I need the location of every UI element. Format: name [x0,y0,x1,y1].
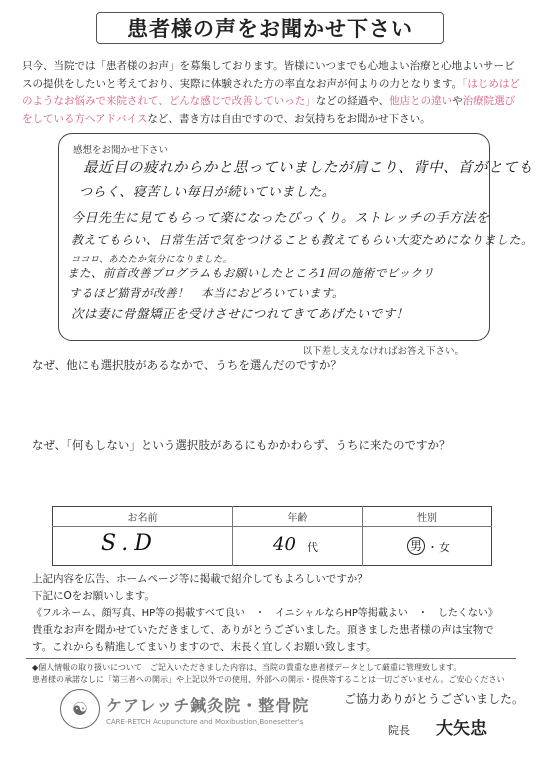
handwritten-line: つらく、寝苦しい毎日が続いていました。 [79,185,336,200]
age-value: 40 [273,534,296,556]
director-label: 院長 [388,724,410,737]
page-title [96,12,444,44]
name-value: S.D [101,531,158,557]
thanks-message: ご協力ありがとうございました。 [344,692,525,706]
intro-paragraph [22,58,522,128]
consent-line-2: 下記にOをお願いします。 [32,590,155,602]
handwritten-line: するほど猫背が改善！ 本当におどろいています。 [69,286,345,300]
patient-info-table [52,506,492,566]
intro-text-3: や [452,95,463,107]
intro-highlight-1: 「はじめはどのようなお悩みで来院されて、どんな感じで改善していった」 [22,77,520,107]
page-title-text: 患者様の声をお聞かせ下さい [127,17,413,41]
privacy-line-2: 患者様の承諾なしに「第三者への開示」や上記以外での使用、外部への開示・提供等することは一切ございません。ご安心ください [32,675,505,684]
age-cell[interactable] [233,527,363,566]
clinic-subtitle: CARE-RETCH Acupuncture and Moxibustion,Bonesetter's [106,717,304,726]
clinic-logo [60,689,309,729]
handwritten-line: また、前首改善プログラムもお願いしたところ1回の施術でビックリ [67,266,435,280]
impressions-card [58,133,534,341]
intro-highlight-3: 治療院選びをしている方へアドバイス [22,95,516,125]
clinic-name: ケアレッチ鍼灸院・整骨院 [106,695,310,715]
impressions-label: 感想をお聞かせ下さい [73,145,169,156]
age-unit: 代 [307,541,318,555]
intro-text-1: 只今、当院では「患者様のお声」を募集しております。皆様にいつまでも心地よい治療と心地よいサービスの提供をしたいと考えており、実際に体験された方の率直なお声が何よりの力となります。 [22,60,515,90]
gender-header: 性別 [363,507,492,527]
intro-text-2: などの経過や、 [315,95,390,107]
consent-thanks: 貴重なお声を聞かせていただきまして、ありがとうございました。頂きました患者様の声は宝物です。これからも精進してまいりますので、末長く宜しくお願い致します。 [32,624,494,653]
optional-note: 以下差し支えなければお答え下さい。 [302,346,464,357]
gender-male-circled: 男 [407,537,425,555]
handwritten-line: ココロ、あたたか気分になりました。 [71,255,233,265]
name-cell[interactable] [53,527,233,566]
director-name: 大矢忠 [436,719,487,739]
question-why-choose-us: なぜ、他にも選択肢があるなかで、うちを選んだのですか？ [32,358,342,372]
intro-highlight-2: 他店との違い [389,95,453,107]
consent-options[interactable]: 《フルネーム、顔写真、HP等の掲載すべて良い ・ イニシャルならHP等掲載よい ・ したくない》 [32,608,498,619]
privacy-line-1: ◆個人情報の取り扱いについて ご記入いただきました内容は、当院の貴重な患者様データとして厳重に管理致します。 [32,663,462,672]
intro-text-4: など、書き方は自由ですので、お気持ちをお聞かせ下さい。 [147,112,431,125]
clinic-logo-icon: ☯ [60,689,100,729]
handwritten-line: 教えてもらい、日常生活で気をつけることも教えてもらい大変ためになりました。 [71,233,534,247]
gender-cell[interactable] [363,527,492,566]
question-why-come: なぜ、「何もしない」という選択肢があるにもかかわらず、うちに来たのですか？ [32,438,451,452]
gender-separator: ・ [427,541,438,555]
handwritten-line: 最近目の疲れからかと思っていましたが肩こり、背中、首がとても [83,160,533,176]
gender-female: 女 [439,541,450,555]
footer-divider [26,658,516,659]
consent-line-1: 上記内容を広告、ホームページ等に掲載で紹介してもよろしいですか？ [32,573,368,585]
consent-section [32,571,512,656]
handwritten-line: 今日先生に見てもらって楽になったびっくり。ストレッチの手方法を [71,211,490,226]
privacy-notice [32,662,512,686]
age-header: 年齢 [233,507,363,527]
name-header: お名前 [53,507,233,527]
handwritten-line: 次は妻に骨盤矯正を受けさせにつれてきてあげたいです！ [71,306,409,321]
